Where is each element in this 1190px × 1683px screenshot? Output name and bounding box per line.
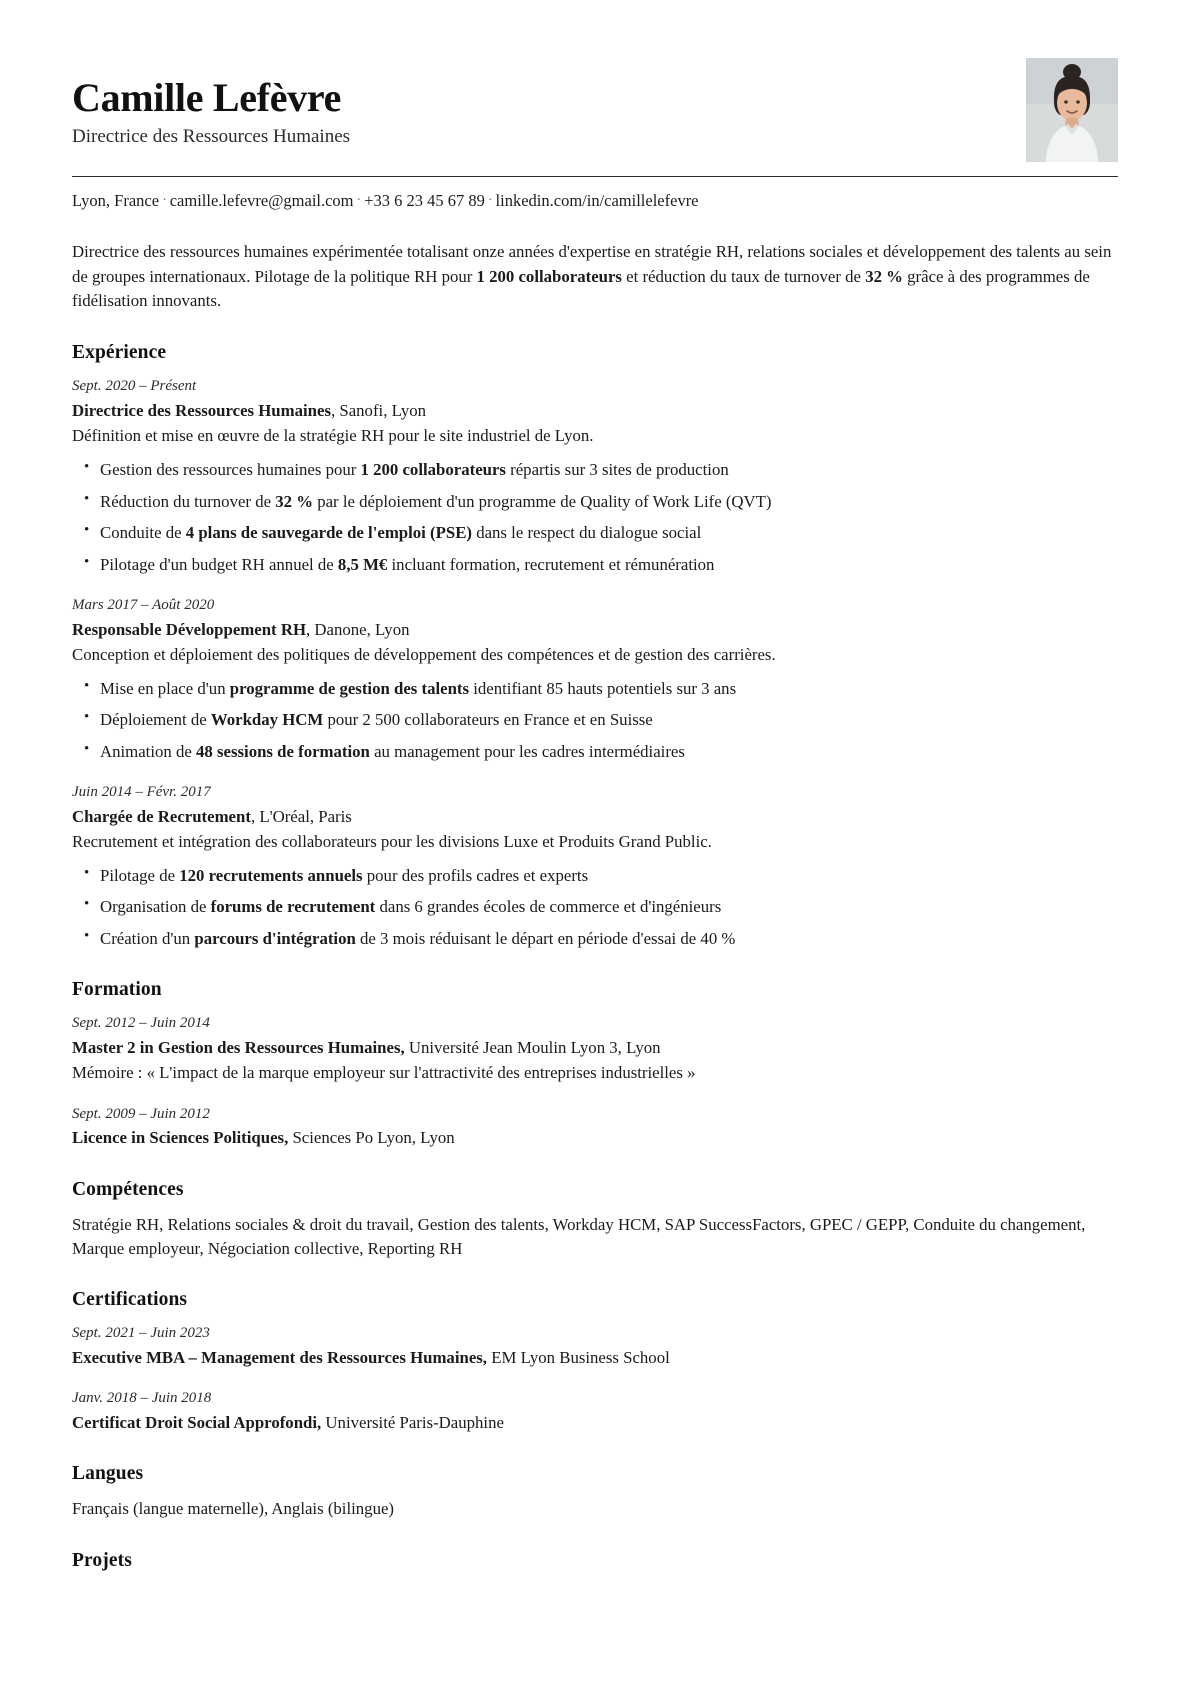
entry-bullet-list	[72, 864, 1118, 952]
header-divider	[72, 176, 1118, 177]
section-projects	[72, 1550, 1118, 1572]
bullet-text-bold: 120 recrutements annuels	[179, 865, 363, 885]
entry-role: Chargée de Recrutement	[72, 806, 251, 826]
entry-certificate: Executive MBA – Management des Ressources Humaines,	[72, 1348, 487, 1368]
entry-heading	[72, 399, 1118, 423]
entry-issuer: EM Lyon Business School	[487, 1348, 670, 1368]
section-title-projects: Projets	[72, 1549, 132, 1571]
entry-heading	[72, 805, 1118, 829]
contact-linkedin[interactable]: linkedin.com/in/camillelefevre	[495, 191, 699, 210]
entry-heading	[72, 1126, 1118, 1150]
skills-text: Stratégie RH, Relations sociales & droit du travail, Gestion des talents, Workday HCM, SAP SuccessFactors, GPEC / GEPP, Conduite du changement, Marque employeur, Négociation collective, Reporting RH	[72, 1214, 1086, 1258]
list-item	[100, 677, 1118, 701]
section-certifications	[72, 1289, 1118, 1435]
bullet-text-a: Création d'un	[100, 929, 195, 949]
bullet-text-c: dans 6 grandes écoles de commerce et d'ingénieurs	[375, 897, 722, 917]
bullet-text-bold: 1 200 collaborateurs	[360, 459, 506, 479]
summary-text-1: Directrice des ressources humaines expérimentée totalisant onze années d'expertise en stratégie RH, relations sociales et développement des talents au sein de groupes internationaux. Pilotage de la politique RH pour	[72, 241, 1112, 286]
contact-separator-icon: ·	[356, 193, 362, 208]
summary-highlight-turnover: 32 %	[865, 266, 903, 286]
bullet-text-c: identifiant 85 hauts potentiels sur 3 ans	[469, 678, 737, 698]
bullet-text-bold: 8,5 M€	[337, 555, 388, 575]
bullet-text-a: Pilotage de	[100, 865, 180, 885]
section-languages	[72, 1463, 1118, 1521]
section-title-education: Formation	[72, 979, 162, 1001]
bullet-text-c: dans le respect du dialogue social	[472, 523, 702, 543]
entry-role: Directrice des Ressources Humaines	[72, 401, 331, 421]
entry-heading	[72, 1036, 1118, 1060]
education-entry	[72, 1104, 1118, 1151]
bullet-text-c: de 3 mois réduisant le départ en période d'essai de 40 %	[355, 929, 736, 949]
entry-description: Mémoire : « L'impact de la marque employeur sur l'attractivité des entreprises industrielles »	[72, 1063, 696, 1083]
bullet-text-c: pour des profils cadres et experts	[362, 865, 589, 885]
experience-entry	[72, 782, 1118, 951]
entry-issuer: Université Paris-Dauphine	[321, 1413, 504, 1433]
contact-line	[72, 189, 1118, 214]
section-title-certifications: Certifications	[72, 1289, 188, 1311]
bullet-text-c: répartis sur 3 sites de production	[505, 459, 729, 479]
bullet-text-a: Déploiement de	[100, 710, 211, 730]
bullet-text-a: Organisation de	[100, 897, 211, 917]
list-item	[100, 490, 1118, 514]
contact-phone[interactable]: +33 6 23 45 67 89	[364, 191, 485, 210]
entry-description: Recrutement et intégration des collaborateurs pour les divisions Luxe et Produits Grand Public.	[72, 832, 712, 852]
bullet-text-a: Pilotage d'un budget RH annuel de	[100, 555, 338, 575]
entry-date: Mars 2017 – Août 2020	[72, 597, 215, 614]
bullet-text-a: Animation de	[100, 742, 197, 762]
entry-date: Janv. 2018 – Juin 2018	[72, 1390, 212, 1407]
bullet-text-a: Conduite de	[100, 523, 186, 543]
contact-email[interactable]: camille.lefevre@gmail.com	[169, 191, 354, 210]
entry-degree: Licence in Sciences Politiques,	[72, 1128, 289, 1148]
resume-header	[72, 58, 1118, 162]
section-skills	[72, 1179, 1118, 1262]
bullet-text-c: au management pour les cadres intermédiaires	[369, 742, 685, 762]
profile-photo-icon	[1026, 58, 1118, 162]
entry-role: Responsable Développement RH	[72, 619, 307, 639]
bullet-text-a: Gestion des ressources humaines pour	[100, 459, 361, 479]
bullet-text-bold: programme de gestion des talents	[229, 678, 470, 698]
bullet-text-bold: 32 %	[275, 491, 313, 511]
entry-description: Conception et déploiement des politiques de développement des compétences et de gestion des carrières.	[72, 645, 776, 665]
bullet-text-a: Réduction du turnover de	[100, 491, 276, 511]
avatar	[1026, 58, 1118, 162]
section-title-experience: Expérience	[72, 342, 167, 364]
job-headline: Directrice des Ressources Humaines	[72, 126, 351, 148]
summary-text-2: et réduction du taux de turnover de	[621, 266, 866, 286]
bullet-text-c: pour 2 500 collaborateurs en France et en Suisse	[323, 710, 653, 730]
entry-heading	[72, 1346, 1118, 1370]
list-item	[100, 740, 1118, 764]
entry-school: Université Jean Moulin Lyon 3, Lyon	[404, 1037, 661, 1057]
entry-description: Définition et mise en œuvre de la stratégie RH pour le site industriel de Lyon.	[72, 426, 594, 446]
entry-date: Sept. 2020 – Présent	[72, 378, 197, 395]
section-education	[72, 979, 1118, 1151]
page-title: Camille Lefèvre	[72, 75, 342, 120]
bullet-text-c: incluant formation, recrutement et rémunération	[387, 555, 715, 575]
experience-entry	[72, 376, 1118, 577]
entry-bullet-list	[72, 458, 1118, 577]
section-title-languages: Langues	[72, 1463, 144, 1485]
entry-heading	[72, 618, 1118, 642]
list-item	[100, 458, 1118, 482]
summary-highlight-headcount: 1 200 collaborateurs	[476, 266, 622, 286]
contact-separator-icon: ·	[162, 193, 167, 208]
entry-date: Sept. 2009 – Juin 2012	[72, 1105, 210, 1122]
summary-text-3: grâce à des programmes de fidélisation innovants.	[72, 266, 1090, 311]
education-entry	[72, 1013, 1118, 1085]
bullet-text-bold: 4 plans de sauvegarde de l'emploi (PSE)	[185, 523, 472, 543]
entry-degree: Master 2 in Gestion des Ressources Humaines,	[72, 1037, 405, 1057]
professional-summary	[72, 240, 1118, 315]
header-text-block	[72, 58, 350, 149]
list-item	[100, 521, 1118, 545]
certification-entry	[72, 1323, 1118, 1370]
bullet-text-bold: forums de recrutement	[210, 897, 376, 917]
entry-company: , L'Oréal, Paris	[250, 806, 352, 826]
bullet-text-bold: parcours d'intégration	[194, 929, 356, 949]
list-item	[100, 708, 1118, 732]
languages-text: Français (langue maternelle), Anglais (bilingue)	[72, 1499, 394, 1519]
entry-school: Sciences Po Lyon, Lyon	[288, 1128, 455, 1148]
list-item	[100, 864, 1118, 888]
entry-company: , Sanofi, Lyon	[330, 401, 427, 421]
entry-company: , Danone, Lyon	[306, 619, 410, 639]
list-item	[100, 927, 1118, 951]
bullet-text-c: par le déploiement d'un programme de Quality of Work Life (QVT)	[313, 491, 772, 511]
bullet-text-bold: 48 sessions de formation	[196, 742, 370, 762]
certification-entry	[72, 1388, 1118, 1435]
list-item	[100, 895, 1118, 919]
bullet-text-a: Mise en place d'un	[100, 678, 230, 698]
section-experience	[72, 342, 1118, 951]
experience-entry	[72, 595, 1118, 764]
entry-heading	[72, 1411, 1118, 1435]
contact-location: Lyon, France	[72, 191, 160, 210]
entry-certificate: Certificat Droit Social Approfondi,	[72, 1413, 322, 1433]
contact-separator-icon: ·	[487, 193, 493, 208]
entry-date: Sept. 2012 – Juin 2014	[72, 1015, 210, 1032]
entry-date: Sept. 2021 – Juin 2023	[72, 1325, 210, 1342]
entry-bullet-list	[72, 677, 1118, 765]
list-item	[100, 553, 1118, 577]
entry-date: Juin 2014 – Févr. 2017	[72, 784, 211, 801]
bullet-text-bold: Workday HCM	[210, 710, 324, 730]
section-title-skills: Compétences	[72, 1178, 184, 1200]
